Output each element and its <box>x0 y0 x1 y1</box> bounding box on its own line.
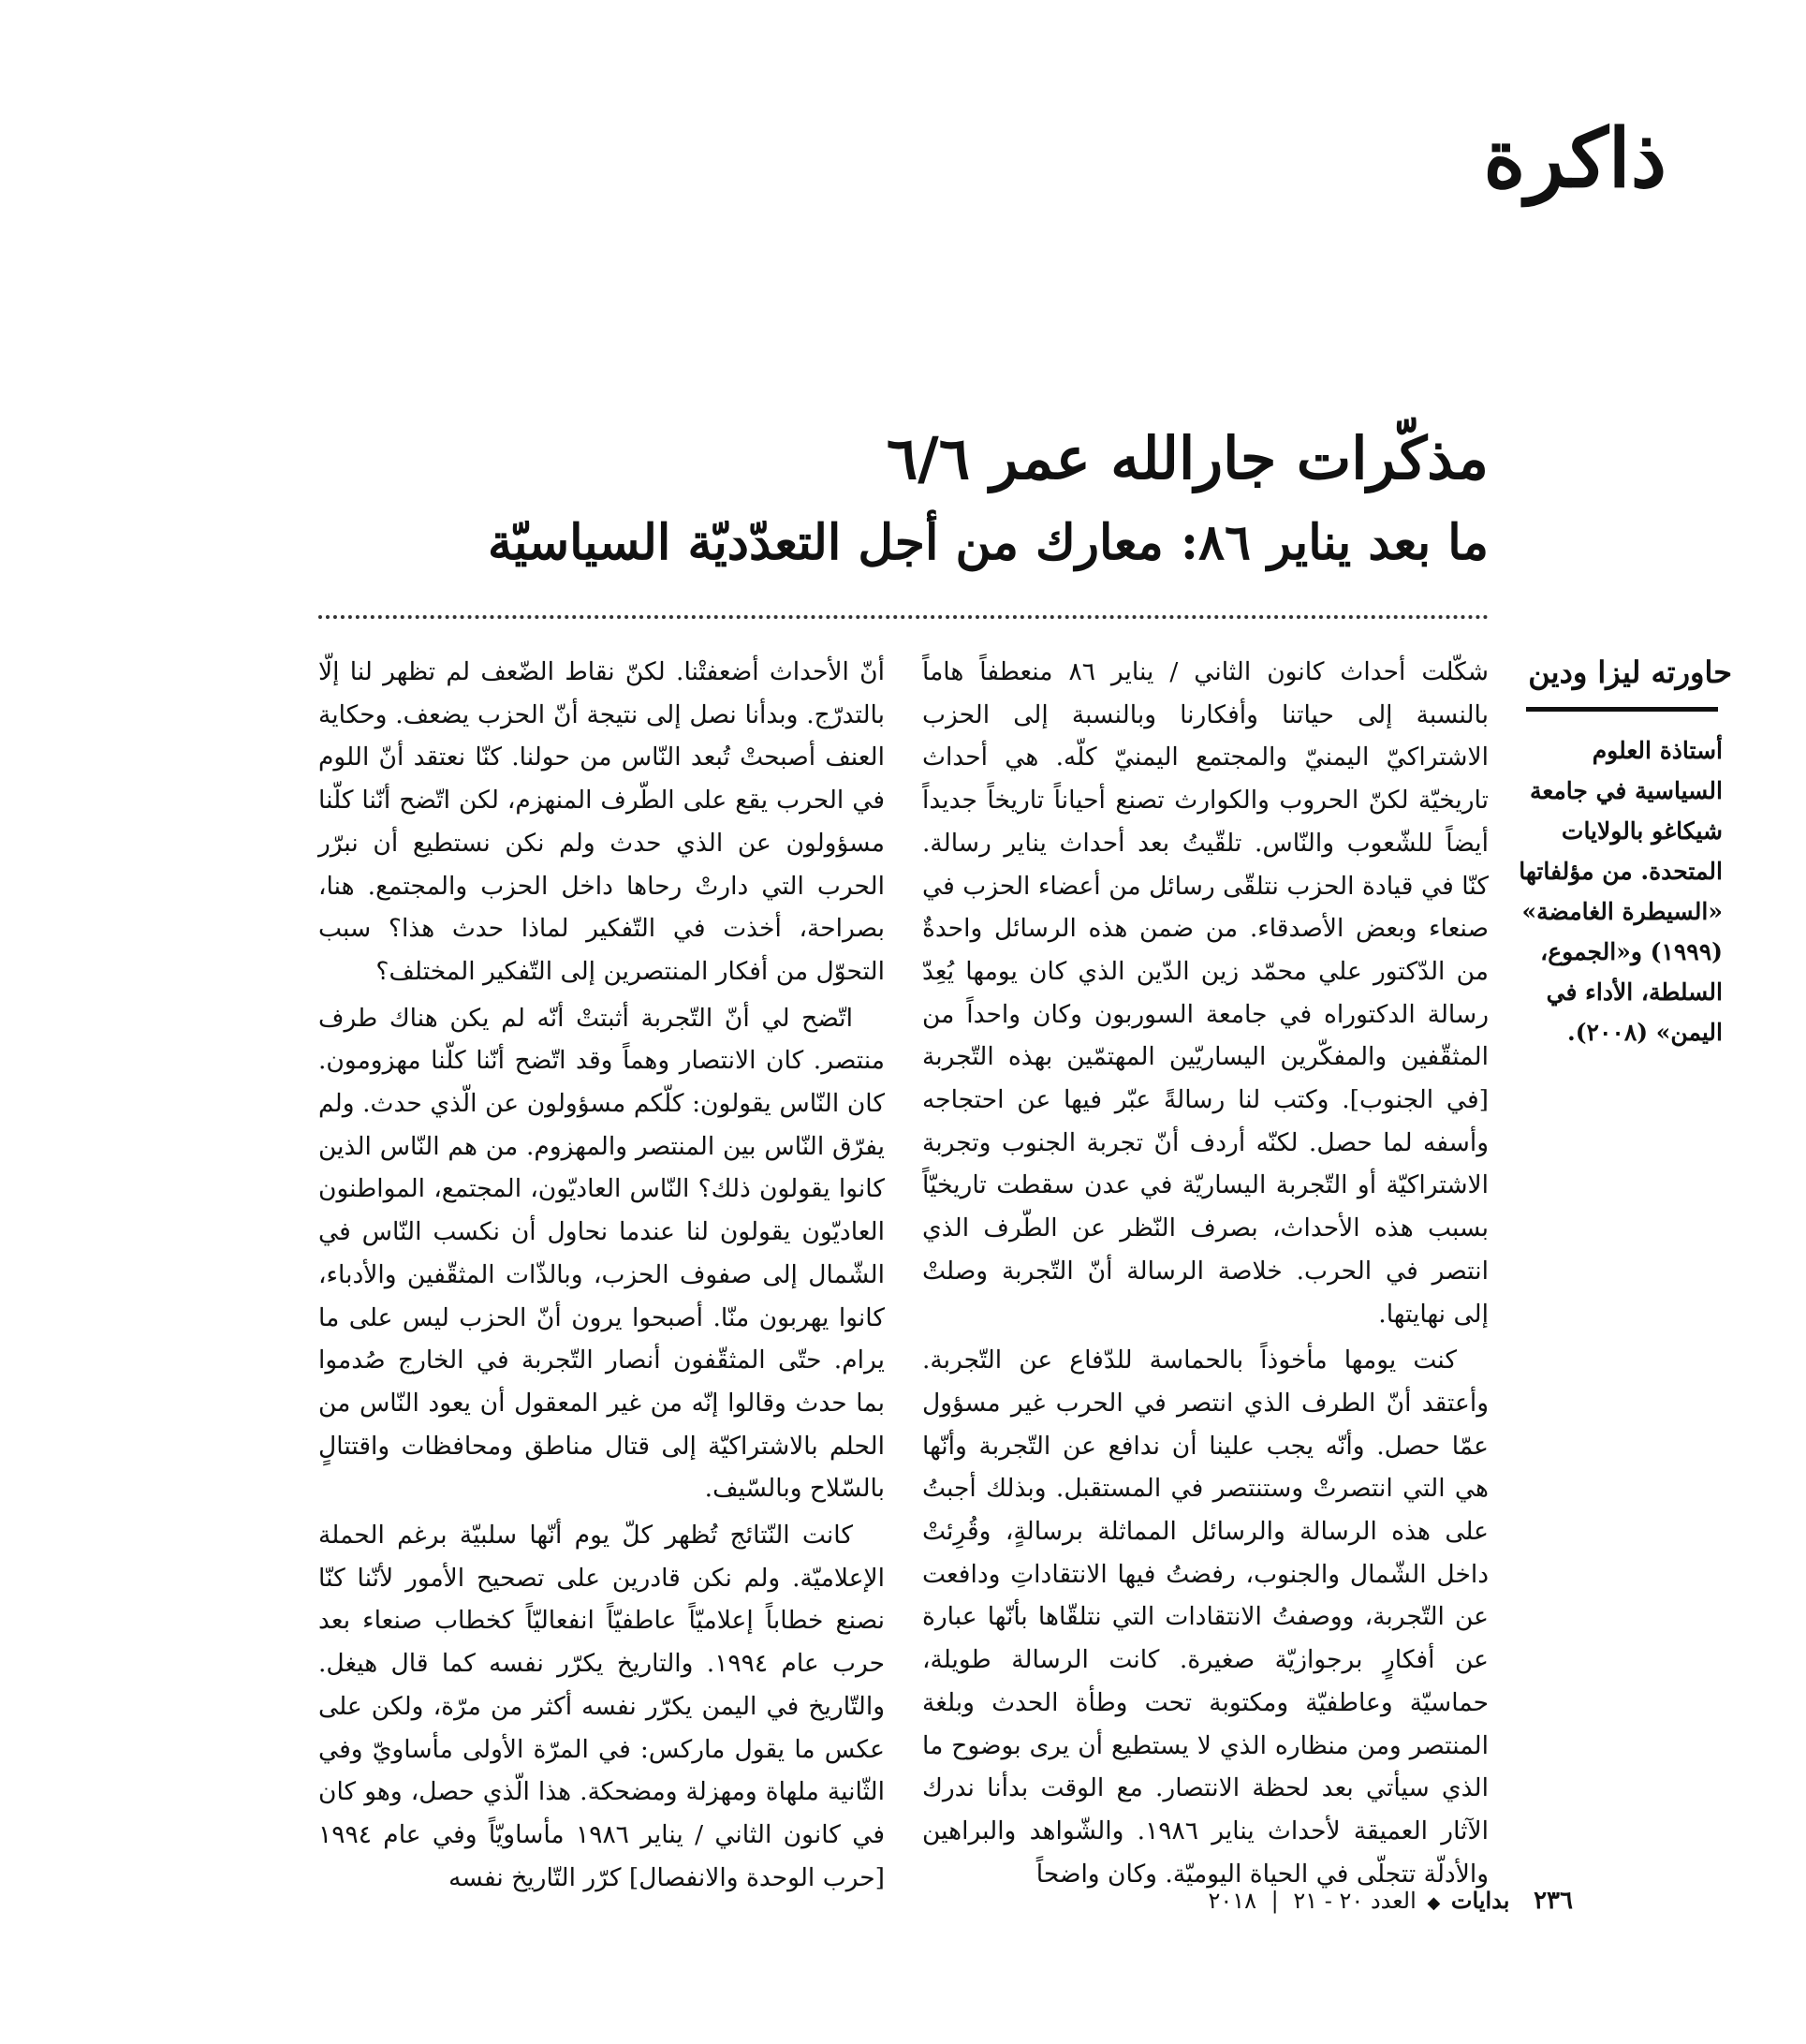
issue-number: العدد ٢٠ - ٢١ <box>1293 1888 1417 1914</box>
page-footer <box>1161 1882 1573 1919</box>
author-name: حاورته ليزا ودين <box>1528 654 1732 690</box>
title-divider <box>318 615 1489 619</box>
separator: | <box>1270 1888 1279 1914</box>
author-bio: أستاذة العلوم السياسية في جامعة شيكاغو بالولايات المتحدة. من مؤلفاتها «السيطرة الغامضة» (١٩٩٩) و«الجموع، السلطة، الأداء في اليمن» (٢٠٠٨). <box>1519 737 1723 1046</box>
paragraph: كانت النّتائج تُظهر كلّ يوم أنّها سلبيّة برغم الحملة الإعلاميّة. ولم نكن قادرين على تصحيح الأمور لأنّنا كنّا نصنع خطاباً إعلاميّاً عاطفيّاً انفعاليّاً كخطاب صنعاء بعد حرب عام ١٩٩٤. والتاريخ يكرّر نفسه كما قال هيغل. والتّاريخ في اليمن يكرّر نفسه أكثر من مرّة، ولكن على عكس ما يقول ماركس: في المرّة الأولى مأساويّ وفي الثّانية ملهاة ومهزلة ومضحكة. هذا الّذي حصل، وهو كان في كانون الثاني / يناير ١٩٨٦ مأساويّاً وفي عام ١٩٩٤ [حرب الوحدة والانفصال] كرّر التّاريخ نفسه <box>318 1521 885 1892</box>
article-column-right <box>922 651 1489 1895</box>
page-title: مذكّرات جارالله عمر ٦/٦ <box>886 424 1489 493</box>
paragraph: اتّضح لي أنّ التّجربة أثبتتْ أنّه لم يكن هناك طرف منتصر. كان الانتصار وهماً وقد اتّضح أنّنا كلّنا مهزومون. كان النّاس يقولون: كلّكم مسؤولون عن الّذي حدث. ولم يفرّق النّاس بين المنتصر والمهزوم. من هم النّاس الذين كانوا يقولون ذلك؟ النّاس العاديّون، المجتمع، المواطنون العاديّون يقولون لنا عندما نحاول أن نكسب النّاس في الشّمال إلى صفوف الحزب، وبالذّات المثقّفين والأدباء، كانوا يهربون منّا. أصبحوا يرون أنّ الحزب ليس على ما يرام. حتّى المثقّفون أنصار التّجربة في الخارج صُدموا بما حدث وقالوا إنّه من غير المعقول أن يعود النّاس من الحلم بالاشتراكيّة إلى قتال مناطق ومحافظات واقتتالٍ بالسّلاح وبالسّيف. <box>318 1003 885 1504</box>
author-divider <box>1526 707 1718 712</box>
section-logo: ذاكرة <box>1483 111 1667 206</box>
issue-year: ٢٠١٨ <box>1208 1888 1256 1914</box>
magazine-name: بدايات <box>1450 1887 1510 1914</box>
paragraph: أنّ الأحداث أضعفتْنا. لكنّ نقاط الضّعف لم تظهر لنا إلّا بالتدرّج. وبدأنا نصل إلى نتيجة أنّ الحزب يضعف. وحكاية العنف أصبحتْ تُبعد النّاس من حولنا. كنّا نعتقد أنّ اللوم في الحرب يقع على الطّرف المنهزم، لكن اتّضح أنّنا كلّنا مسؤولون عن الذي حدث ولم نكن نستطيع أن نبرّر الحرب التي دارتْ رحاها داخل الحزب والمجتمع. هنا، بصراحة، أخذت في التّفكير لماذا حدث هذا؟ سبب التحوّل من أفكار المنتصرين إلى التّفكير المختلف؟ <box>318 657 885 986</box>
diamond-icon: ◆ <box>1427 1893 1441 1913</box>
page-number: ٢٣٦ <box>1534 1887 1573 1915</box>
article-column-left <box>318 651 885 1899</box>
paragraph: كنت يومها مأخوذاً بالحماسة للدّفاع عن التّجربة. وأعتقد أنّ الطرف الذي انتصر في الحرب غير مسؤول عمّا حصل. وأنّه يجب علينا أن ندافع عن التّجربة وأنّها هي التي انتصرتْ وستنتصر في المستقبل. وبذلك أجبتُ على هذه الرسالة والرسائل المماثلة برسالةٍ، وقُرِئتْ داخل الشّمال والجنوب، رفضتُ فيها الانتقاداتِ ودافعت عن التّجربة، ووصفتُ الانتقادات التي نتلقّاها بأنّها عبارة عن أفكارٍ برجوازيّة صغيرة. كانت الرسالة طويلة، حماسيّة وعاطفيّة ومكتوبة تحت وطأة الحدث وبلغة المنتصر ومن منظاره الذي لا يستطيع أن يرى بوضوح ما الذي سيأتي بعد لحظة الانتصار. مع الوقت بدأنا ندرك الآثار العميقة لأحداث يناير ١٩٨٦. والشّواهد والبراهين والأدلّة تتجلّى في الحياة اليوميّة. وكان واضحاً <box>922 1346 1489 1889</box>
page-subtitle: ما بعد يناير ٨٦: معارك من أجل التعدّديّة السياسيّة <box>487 514 1489 571</box>
paragraph: شكّلت أحداث كانون الثاني / يناير ٨٦ منعطفاً هاماً بالنسبة إلى حياتنا وأفكارنا وبالنسبة إلى الحزب الاشتراكيّ اليمنيّ والمجتمع اليمنيّ كلّه. هي أحداث تاريخيّة لكنّ الحروب والكوارث تصنع أحياناً تاريخاً جديداً أيضاً للشّعوب والنّاس. تلقّيتُ بعد أحداث يناير رسالة. كنّا في قيادة الحزب نتلقّى رسائل من أعضاء الحزب في صنعاء وبعض الأصدقاء. من ضمن هذه الرسائل واحدةٌ من الدّكتور علي محمّد زين الدّين الذي كان يومها يُعِدّ رسالة الدكتوراه في جامعة السوربون وكان واحداً من المثقّفين والمفكّرين اليساريّين المهتمّين بهذه التّجربة [في الجنوب]. وكتب لنا رسالةً عبّر فيها عن احتجاجه وأسفه لما حصل. لكنّه أردف أنّ تجربة الجنوب وتجربة الاشتراكيّة أو التّجربة اليساريّة في عدن سقطت تاريخيّاً بسبب هذه الأحداث، بصرف النّظر عن الطّرف الذي انتصر في الحرب. خلاصة الرسالة أنّ التّجربة وصلتْ إلى نهايتها. <box>922 657 1490 1329</box>
